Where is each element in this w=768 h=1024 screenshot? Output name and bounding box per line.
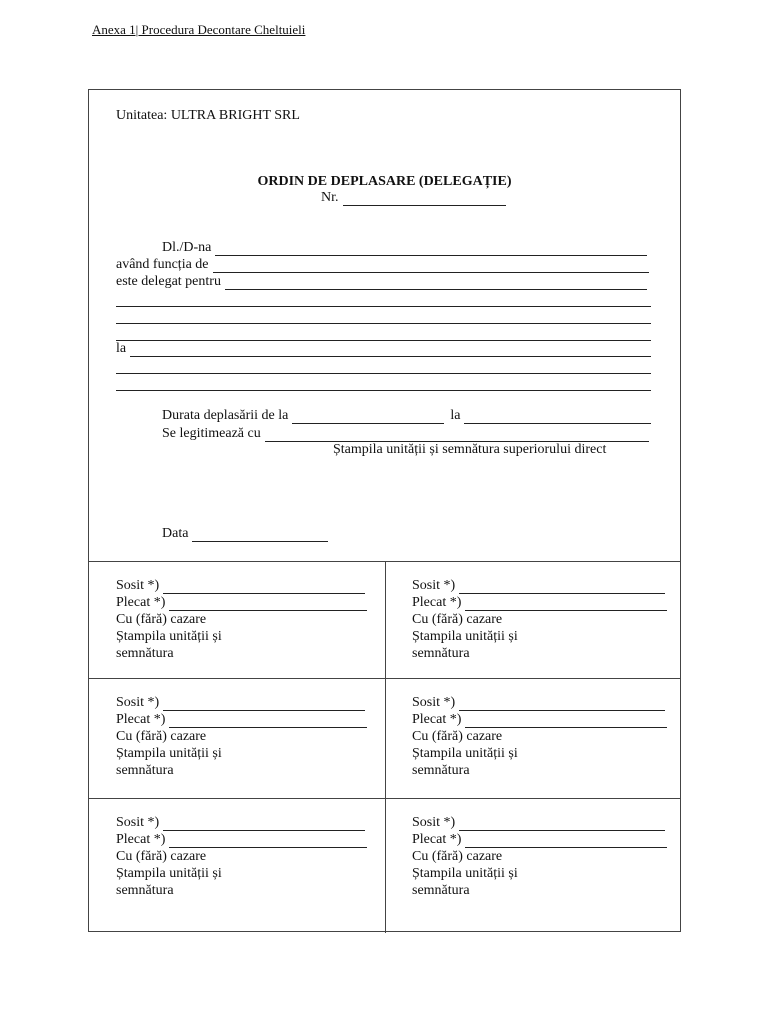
destination-field[interactable] [130,343,651,357]
lodging-label: Cu (fără) cazare [116,729,207,744]
signature-row [116,645,367,662]
arrived-label: Sosit *) [116,815,160,830]
left-label: Plecat *) [116,712,166,727]
number-row [321,190,506,206]
stamp-row [116,865,367,882]
duration-to-label: la [450,408,461,423]
arrived-field[interactable] [163,817,365,831]
delegated-label: este delegat pentru [116,274,221,289]
person-row [162,240,647,256]
function-row [116,257,649,273]
signature-label: semnătura [116,646,174,661]
stamp-signature-label: Ștampila unității și semnătura superiorului direct [333,442,607,457]
signature-row [116,762,367,779]
arrived-row [412,694,667,711]
left-label: Plecat *) [116,595,166,610]
unit-label: Unitatea: [116,108,168,123]
duration-label: Durata deplasării de la [162,408,289,423]
arrived-label: Sosit *) [412,815,456,830]
left-field[interactable] [169,714,367,728]
checkpoint-cell [385,798,682,933]
duration-to-field[interactable] [464,410,651,424]
function-label: având funcția de [116,257,209,272]
date-label: Data [162,526,189,541]
arrived-label: Sosit *) [412,695,456,710]
destination-label: la [116,341,127,356]
arrived-label: Sosit *) [412,578,456,593]
left-field[interactable] [465,714,667,728]
destination-line-2[interactable] [116,373,651,374]
person-field[interactable] [215,242,647,256]
duration-row [162,408,651,424]
left-field[interactable] [169,597,367,611]
arrived-field[interactable] [459,697,665,711]
stamp-label: Ștampila unității și [412,746,518,761]
signature-row [412,882,667,899]
left-row [412,594,667,611]
stamp-label: Ștampila unității și [116,866,222,881]
travel-order-form [88,89,681,932]
left-row [116,831,367,848]
signature-label: semnătura [116,883,174,898]
purpose-line-1[interactable] [116,306,651,307]
lodging-label: Cu (fără) cazare [116,849,207,864]
stamp-row [412,865,667,882]
signature-label: semnătura [412,763,470,778]
left-row [412,831,667,848]
id-label: Se legitimează cu [162,426,261,441]
checkpoint-grid [89,561,680,933]
destination-row [116,341,651,357]
lodging-label: Cu (fără) cazare [116,612,207,627]
date-row [162,526,328,542]
unit-name: ULTRA BRIGHT SRL [170,108,300,123]
arrived-label: Sosit *) [116,578,160,593]
lodging-row [412,611,667,628]
form-title: ORDIN DE DEPLASARE (DELEGAȚIE) [257,174,512,189]
lodging-label: Cu (fără) cazare [412,729,503,744]
number-label: Nr. [321,190,339,205]
arrived-row [116,694,367,711]
left-label: Plecat *) [116,832,166,847]
function-field[interactable] [213,259,649,273]
left-row [412,711,667,728]
left-row [116,711,367,728]
arrived-row [412,814,667,831]
unit-row [116,108,300,124]
stamp-label: Ștampila unității și [116,746,222,761]
arrived-row [116,577,367,594]
signature-label: semnătura [116,763,174,778]
destination-line-3[interactable] [116,390,651,391]
left-label: Plecat *) [412,712,462,727]
lodging-row [412,728,667,745]
arrived-row [412,577,667,594]
purpose-line-2[interactable] [116,323,651,324]
left-field[interactable] [465,834,667,848]
delegated-field[interactable] [225,276,647,290]
left-label: Plecat *) [412,595,462,610]
signature-row [116,882,367,899]
left-label: Plecat *) [412,832,462,847]
checkpoint-cell [89,678,385,798]
arrived-field[interactable] [459,817,665,831]
id-field[interactable] [265,428,649,442]
stamp-row [412,628,667,645]
signature-row [412,762,667,779]
stamp-row [116,745,367,762]
stamp-label: Ștampila unității și [116,629,222,644]
arrived-row [116,814,367,831]
signature-label: semnătura [412,646,470,661]
lodging-row [116,728,367,745]
document-header: Anexa 1| Procedura Decontare Cheltuieli [92,22,306,37]
date-field[interactable] [192,528,328,542]
duration-from-field[interactable] [292,410,444,424]
person-label: Dl./D-na [162,240,212,255]
left-field[interactable] [465,597,667,611]
checkpoint-cell [89,561,385,678]
lodging-label: Cu (fără) cazare [412,849,503,864]
lodging-label: Cu (fără) cazare [412,612,503,627]
lodging-row [412,848,667,865]
arrived-label: Sosit *) [116,695,160,710]
stamp-label: Ștampila unității și [412,629,518,644]
lodging-row [116,611,367,628]
number-field[interactable] [343,192,506,206]
left-row [116,594,367,611]
arrived-field[interactable] [163,697,365,711]
arrived-field[interactable] [163,580,365,594]
stamp-row [412,745,667,762]
lodging-row [116,848,367,865]
signature-row [412,645,667,662]
stamp-row [116,628,367,645]
checkpoint-cell [89,798,385,933]
checkpoint-cell [385,678,682,798]
signature-label: semnătura [412,883,470,898]
stamp-label: Ștampila unității și [412,866,518,881]
id-row [162,426,649,442]
checkpoint-cell [385,561,682,678]
delegated-row [116,274,647,290]
left-field[interactable] [169,834,367,848]
arrived-field[interactable] [459,580,665,594]
